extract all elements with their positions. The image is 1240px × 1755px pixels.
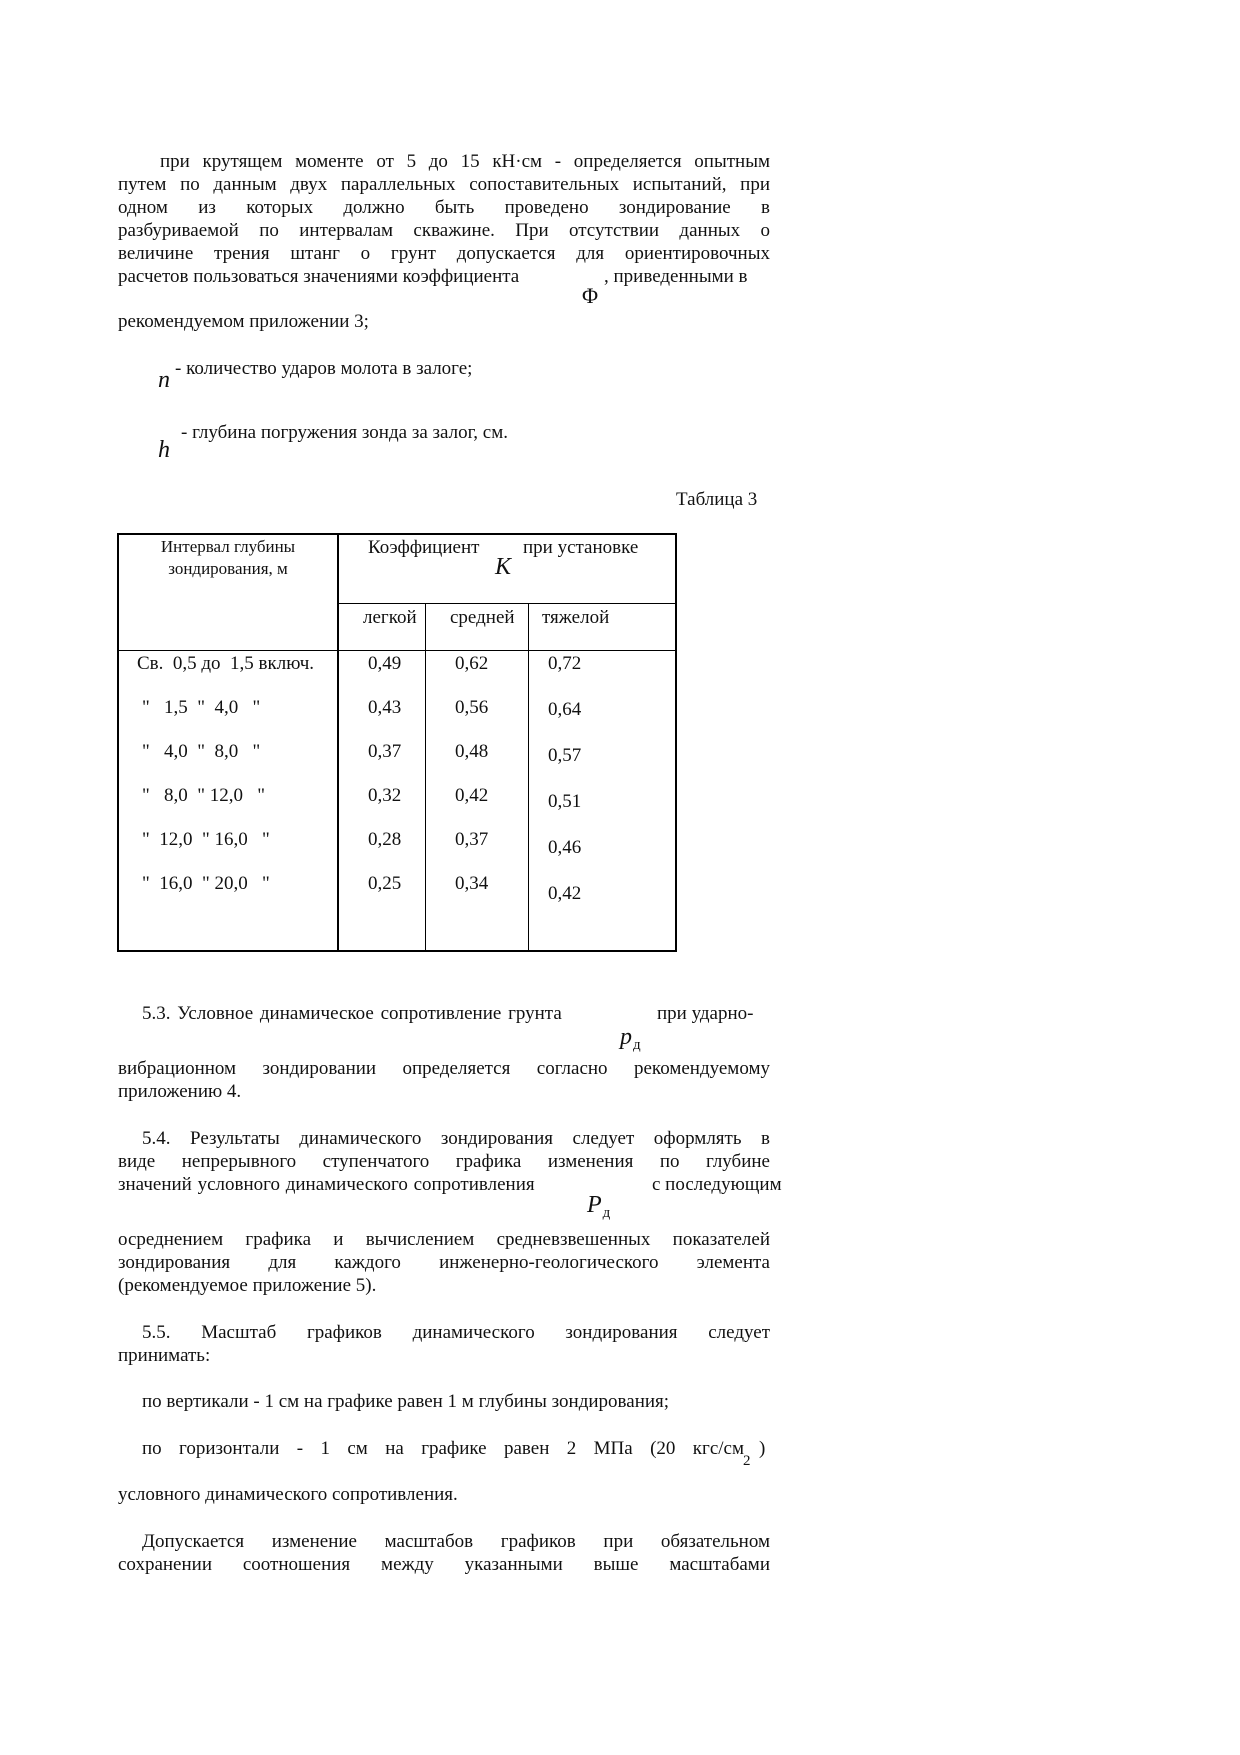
pd-symbol-letter: P: [587, 1192, 602, 1218]
row-6-interval: " 16,0 " 20,0 ": [142, 873, 270, 894]
intro-line-2: путем по данным двух параллельных сопоставительных испытаний, при: [118, 174, 770, 195]
intro-line-3: одном из которых должно быть проведено зондирование в: [118, 197, 770, 218]
table-divider-subheader: [337, 603, 676, 604]
table-caption: Таблица 3: [676, 489, 758, 510]
intro-line-7: рекомендуемом приложении 3;: [118, 311, 369, 332]
row-4-heavy: 0,51: [548, 791, 582, 812]
s54-line-3-right: с последующим: [652, 1174, 782, 1195]
row-5-light: 0,28: [368, 829, 402, 850]
intro-line-1: при крутящем моменте от 5 до 15 кН·см - определяется опытным: [160, 151, 770, 172]
header-interval: [120, 536, 336, 580]
intro-line-6-left: расчетов пользоваться значениями коэффициента: [118, 266, 520, 287]
row-3-light: 0,37: [368, 741, 402, 762]
s53-line-1-right: при ударно-: [657, 1003, 754, 1024]
s55-line-1: 5.5. Масштаб графиков динамического зондирования следует: [142, 1322, 770, 1343]
s55-allowed-line-1: Допускается изменение масштабов графиков при обязательном: [142, 1531, 770, 1552]
intro-line-5: величине трения штанг о грунт допускается для ориентировочных: [118, 243, 770, 264]
table-border-bottom: [117, 950, 676, 952]
row-5-interval: " 12,0 " 16,0 ": [142, 829, 270, 850]
header-coef-left: Коэффициент: [368, 537, 480, 558]
subheader-heavy: тяжелой: [542, 607, 610, 628]
row-6-light: 0,25: [368, 873, 402, 894]
table-divider-header: [117, 650, 676, 651]
row-3-medium: 0,48: [455, 741, 489, 762]
s55-exponent: 2: [743, 1453, 751, 1469]
s53-line-3: приложению 4.: [118, 1081, 242, 1102]
s55-horizontal-cont: условного динамического сопротивления.: [118, 1484, 458, 1505]
row-2-medium: 0,56: [455, 697, 489, 718]
h-symbol: h: [158, 437, 170, 463]
subheader-medium: средней: [450, 607, 515, 628]
s55-line-2: принимать:: [118, 1345, 211, 1366]
s54-line-4: осреднением графика и вычислением средневзвешенных показателей: [118, 1229, 770, 1250]
row-1-medium: 0,62: [455, 653, 489, 674]
row-2-light: 0,43: [368, 697, 402, 718]
pd-symbol: [587, 1192, 610, 1222]
row-3-interval: " 4,0 " 8,0 ": [142, 741, 261, 762]
s54-line-2: виде непрерывного ступенчатого графика изменения по глубине: [118, 1151, 770, 1172]
table-divider-col2: [425, 603, 426, 952]
pd-symbol-sub: д: [602, 1205, 611, 1221]
rd-symbol: [620, 1024, 641, 1054]
s55-vertical: по вертикали - 1 см на графике равен 1 м глубины зондирования;: [142, 1391, 670, 1412]
table-border-top: [117, 533, 676, 535]
header-interval-line2: зондирования, м: [168, 559, 288, 578]
s55-horizontal: по горизонтали - 1 см на графике равен 2 МПа (20 кгс/см: [142, 1438, 744, 1459]
s55-allowed-line-2: сохранении соотношения между указанными выше масштабами: [118, 1554, 770, 1575]
row-4-interval: " 8,0 " 12,0 ": [142, 785, 266, 806]
s53-line-2: вибрационном зондировании определяется согласно рекомендуемому: [118, 1058, 770, 1079]
table-divider-interval: [337, 533, 339, 952]
table-border-left: [117, 533, 119, 952]
table-divider-col3: [528, 603, 529, 952]
row-1-heavy: 0,72: [548, 653, 582, 674]
rd-symbol-sub: д: [633, 1037, 641, 1053]
n-definition: - количество ударов молота в залоге;: [175, 358, 473, 379]
header-interval-line1: Интервал глубины: [160, 537, 296, 556]
table-border-right: [675, 533, 677, 952]
n-symbol: n: [158, 367, 170, 393]
s53-line-1-left: 5.3. Условное динамическое сопротивление грунта: [142, 1003, 562, 1024]
rd-symbol-letter: p: [620, 1024, 632, 1050]
row-6-heavy: 0,42: [548, 883, 582, 904]
row-3-heavy: 0,57: [548, 745, 582, 766]
row-2-interval: " 1,5 " 4,0 ": [142, 697, 261, 718]
row-4-medium: 0,42: [455, 785, 489, 806]
intro-line-6-right: , приведенными в: [604, 266, 748, 287]
header-coef-symbol: K: [495, 554, 512, 580]
row-6-medium: 0,34: [455, 873, 489, 894]
phi-symbol: Φ: [582, 283, 599, 308]
s54-line-6: (рекомендуемое приложение 5).: [118, 1275, 377, 1296]
intro-line-4: разбуриваемой по интервалам скважине. При отсутствии данных о: [118, 220, 770, 241]
subheader-light: легкой: [363, 607, 417, 628]
s54-line-1: 5.4. Результаты динамического зондирования следует оформлять в: [142, 1128, 770, 1149]
s55-horizontal-paren: ): [759, 1438, 766, 1459]
row-2-heavy: 0,64: [548, 699, 582, 720]
row-5-heavy: 0,46: [548, 837, 582, 858]
row-5-medium: 0,37: [455, 829, 489, 850]
header-coef-right: при установке: [523, 537, 639, 558]
s54-line-5: зондирования для каждого инженерно-геологического элемента: [118, 1252, 770, 1273]
row-1-light: 0,49: [368, 653, 402, 674]
row-4-light: 0,32: [368, 785, 402, 806]
h-definition: - глубина погружения зонда за залог, см.: [181, 422, 508, 443]
row-1-interval: Св. 0,5 до 1,5 включ.: [137, 653, 315, 674]
s54-line-3-left: значений условного динамического сопротивления: [118, 1174, 535, 1195]
